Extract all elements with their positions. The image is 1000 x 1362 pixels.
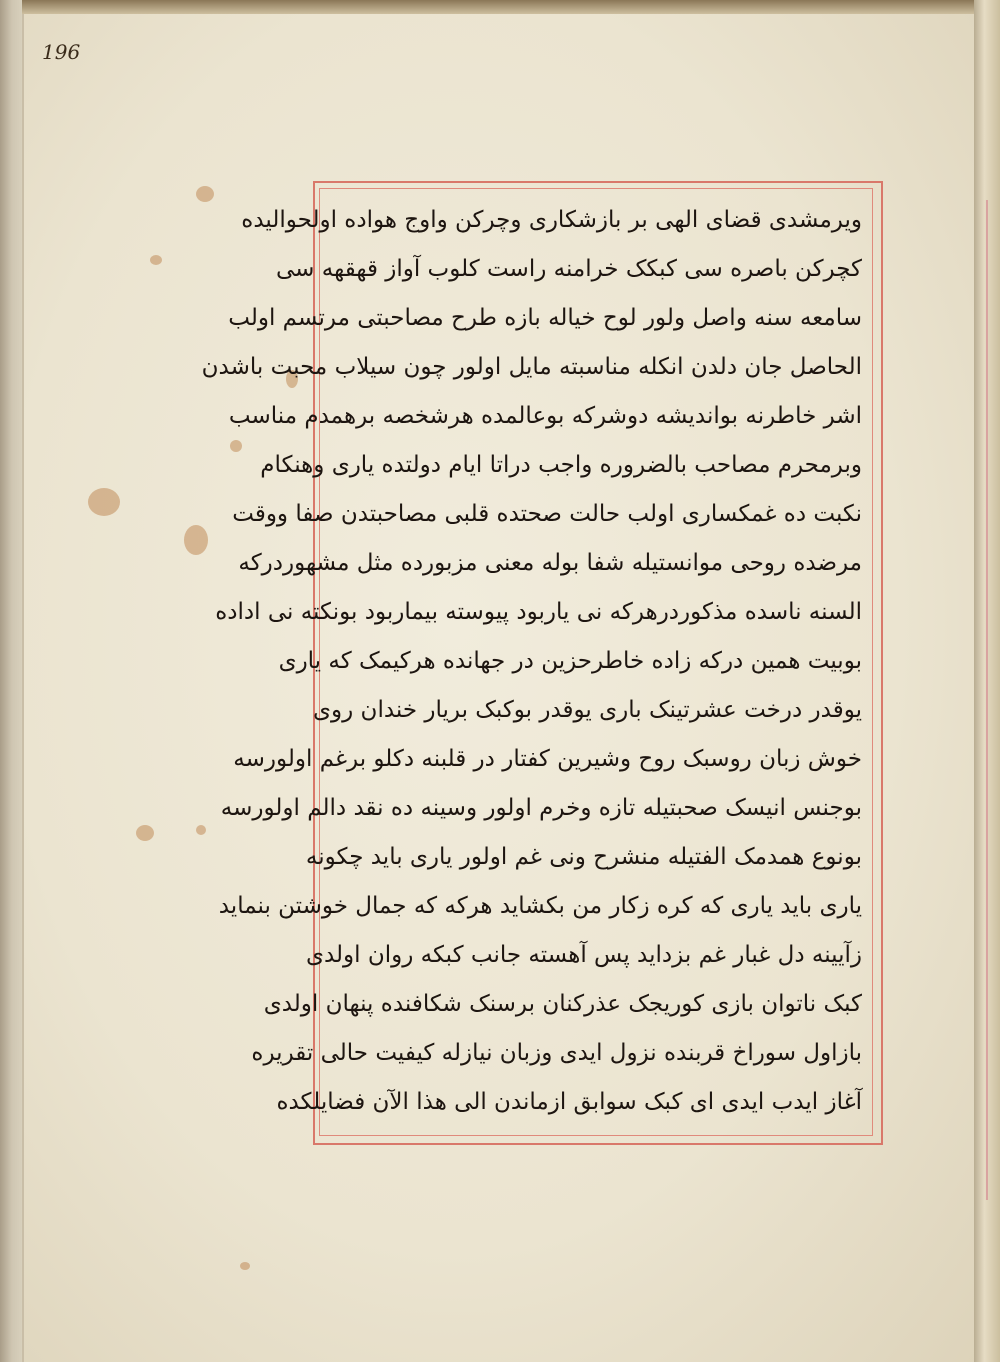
- text-line: زآیینه دل غبار غم بزداید پس آهسته جانب کبکه روان اولدی: [305, 942, 862, 968]
- text-line: کبک ناتوان بازی کوریجک عذرکنان برسنک شکافنده پنهان اولدی: [263, 991, 862, 1017]
- text-line: بوبیت همین درکه زاده خاطرحزین در جهانده هرکیمک که یاری: [278, 648, 862, 674]
- text-line: بونوع همدمک الفتیله منشرح ونی غم اولور یاری باید چکونه: [305, 844, 862, 870]
- foxing-stain: [196, 186, 214, 202]
- text-line: یاری باید یاری که کره زکار من بکشاید هرکه که جمال خوشتن بنماید: [218, 893, 862, 919]
- text-line: نکبت ده غمکساری اولب حالت صحتده قلبی مصاحبتدن صفا ووقت: [232, 501, 862, 527]
- text-line: اشر خاطرنه بواندیشه دوشرکه بوعالمده هرشخصه برهمدم مناسب: [228, 403, 862, 429]
- text-line: وبرمحرم مصاحب بالضروره واجب دراتا ایام دولتده یاری وهنکام: [260, 452, 862, 478]
- text-line: خوش زبان روسبک روح وشیرین کفتار در قلبنه دکلو برغم اولورسه: [233, 746, 862, 772]
- next-page-rule: [986, 200, 988, 1200]
- text-line: کچرکن باصره سی کبکک خرامنه راست کلوب آواز قهقهه سی: [276, 256, 862, 282]
- page-number: 196: [42, 40, 81, 64]
- text-line: بازاول سوراخ قربنده نزول ایدی وزبان نیازله کیفیت حالی تقریره: [251, 1040, 862, 1066]
- top-page-edge: [22, 0, 977, 14]
- text-line: یوقدر درخت عشرتینک باری یوقدر بوکبک بریار خندان روی: [313, 697, 862, 723]
- foxing-stain: [184, 525, 208, 555]
- text-line: السنه ناسده مذکوردرهرکه نی یاربود پیوسته بیماربود بونکته نی اداده: [215, 599, 862, 625]
- right-page-edge: [974, 0, 1000, 1362]
- foxing-stain: [196, 825, 206, 835]
- text-line: سامعه سنه واصل ولور لوح خیاله بازه طرح مصاحبتی مرتسم اولب: [228, 305, 862, 331]
- text-line: ویرمشدی قضای الهی بر بازشکاری وچرکن واوج هواده اولحوالیده: [241, 207, 862, 233]
- foxing-stain: [136, 825, 154, 841]
- foxing-stain: [88, 488, 120, 516]
- foxing-stain: [230, 440, 242, 452]
- text-line: آغاز ایدب ایدی ای کبک سوابق ازماندن الی هذا الآن فضایلکده: [276, 1089, 862, 1115]
- foxing-stain: [150, 255, 162, 265]
- text-line: مرضده روحی موانستیله شفا بوله معنی مزبورده مثل مشهوردرکه: [238, 550, 862, 576]
- text-block: [201, 196, 862, 1126]
- text-line: بوجنس انیسک صحبتیله تازه وخرم اولور وسینه ده نقد دالم اولورسه: [220, 795, 862, 821]
- text-line: الحاصل جان دلدن انکله مناسبته مایل اولور چون سیلاب محبت باشدن: [201, 354, 862, 380]
- foxing-stain: [240, 1262, 250, 1270]
